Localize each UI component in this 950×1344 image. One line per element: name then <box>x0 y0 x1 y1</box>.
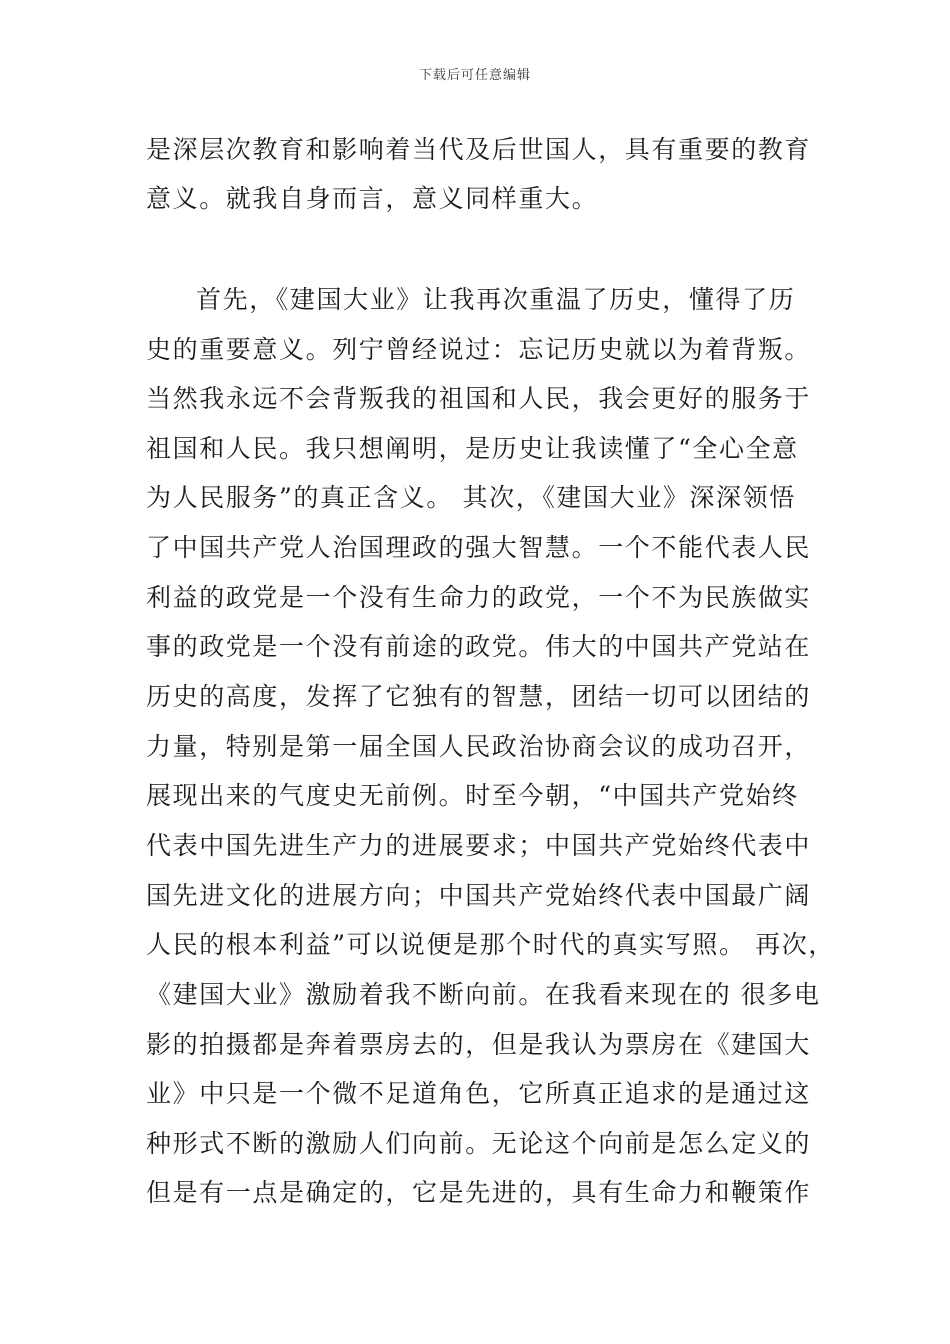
text-line: 是深层次教育和影响着当代及后世国人，具有重要的教育 <box>146 135 812 164</box>
text-line: 业》中只是一个微不足道角色，它所真正追求的是通过这 <box>146 1079 812 1108</box>
text-line: 种形式不断的激励人们向前。无论这个向前是怎么定义的 <box>146 1129 812 1158</box>
text-line: 史的重要意义。列宁曾经说过：忘记历史就以为着背叛。 <box>146 335 812 364</box>
text-line: 代表中国先进生产力的进展要求；中国共产党始终代表中 <box>146 831 812 860</box>
text-line: 当然我永远不会背叛我的祖国和人民，我会更好的服务于 <box>146 384 812 413</box>
text-line: 但是有一点是确定的，它是先进的，具有生命力和鞭策作 <box>146 1178 812 1207</box>
text-line: 展现出来的气度史无前例。时至今朝，“中国共产党始终 <box>146 781 799 810</box>
page-header: 下载后可任意编辑 <box>418 68 531 83</box>
text-line: 国先进文化的进展方向；中国共产党始终代表中国最广阔 <box>146 881 812 910</box>
text-line: 《建国大业》激励着我不断向前。在我看来现在的 很多电 <box>146 980 821 1009</box>
text-line: 影的拍摄都是奔着票房去的，但是我认为票房在《建国大 <box>146 1030 812 1059</box>
text-line: 祖国和人民。我只想阐明，是历史让我读懂了“全心全意 <box>146 434 799 463</box>
text-line: 利益的政党是一个没有生命力的政党，一个不为民族做实 <box>146 583 812 612</box>
text-line: 人民的根本利益”可以说便是那个时代的真实写照。 再次， <box>146 930 835 959</box>
text-line: 了中国共产党人治国理政的强大智慧。一个不能代表人民 <box>146 533 812 562</box>
text-line: 力量，特别是第一届全国人民政治协商会议的成功召开， <box>146 732 812 761</box>
text-line: 事的政党是一个没有前途的政党。伟大的中国共产党站在 <box>146 632 812 661</box>
text-line: 首先，《建国大业》让我再次重温了历史，懂得了历 <box>196 285 796 314</box>
text-line: 意义。就我自身而言，意义同样重大。 <box>146 184 599 213</box>
text-line: 历史的高度，发挥了它独有的智慧，团结一切可以团结的 <box>146 682 812 711</box>
text-line: 为人民服务”的真正含义。 其次，《建国大业》深深领悟 <box>146 483 796 512</box>
